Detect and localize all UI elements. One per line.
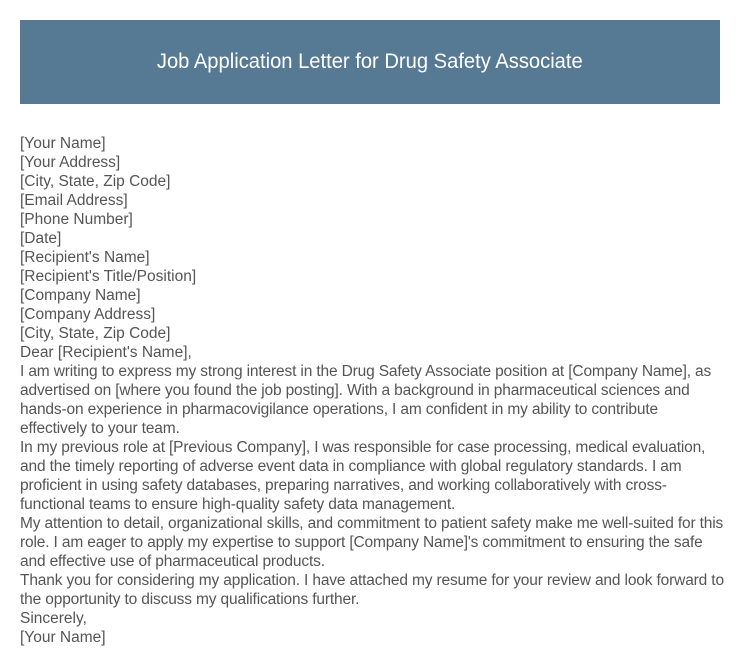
signature: [Your Name]	[20, 629, 106, 646]
sender-city-state-zip: [City, State, Zip Code]	[20, 173, 171, 190]
closing: Sincerely,	[20, 610, 87, 627]
sender-name: [Your Name]	[20, 135, 106, 152]
letter-body	[20, 134, 725, 647]
paragraph-closing: Thank you for considering my application. I have attached my resume for your review and look forward to the opportunity to discuss my qualifications further.	[20, 572, 724, 608]
recipient-address: [Company Address]	[20, 306, 156, 323]
paragraph-experience: In my previous role at [Previous Company], I was responsible for case processing, medical evaluation, and the timely reporting of adverse event data in compliance with global regulatory standards. I am proficient in using safety databases, preparing narratives, and working collaboratively with cross-functional teams to ensure high-quality safety data management.	[20, 439, 706, 513]
recipient-company: [Company Name]	[20, 287, 141, 304]
recipient-title: [Recipient's Title/Position]	[20, 268, 197, 285]
sender-address: [Your Address]	[20, 154, 121, 171]
page-title: Job Application Letter for Drug Safety Associate	[157, 50, 583, 73]
sender-email: [Email Address]	[20, 192, 128, 209]
paragraph-intro: I am writing to express my strong interest in the Drug Safety Associate position at [Company Name], as advertised on [where you found the job posting]. With a background in pharmaceutical sciences and hands-on experience in pharmacovigilance operations, I am confident in my ability to contribute effectively to your team.	[20, 363, 712, 437]
recipient-city-state-zip: [City, State, Zip Code]	[20, 325, 171, 342]
paragraph-qualifications: My attention to detail, organizational skills, and commitment to patient safety make me well-suited for this role. I am eager to apply my expertise to support [Company Name]'s commitment to ensuring the safe and effective use of pharmaceutical products.	[20, 515, 724, 570]
salutation: Dear [Recipient's Name],	[20, 344, 192, 361]
letter-date: [Date]	[20, 230, 62, 247]
sender-phone: [Phone Number]	[20, 211, 133, 228]
recipient-name: [Recipient's Name]	[20, 249, 150, 266]
title-banner	[20, 20, 720, 104]
